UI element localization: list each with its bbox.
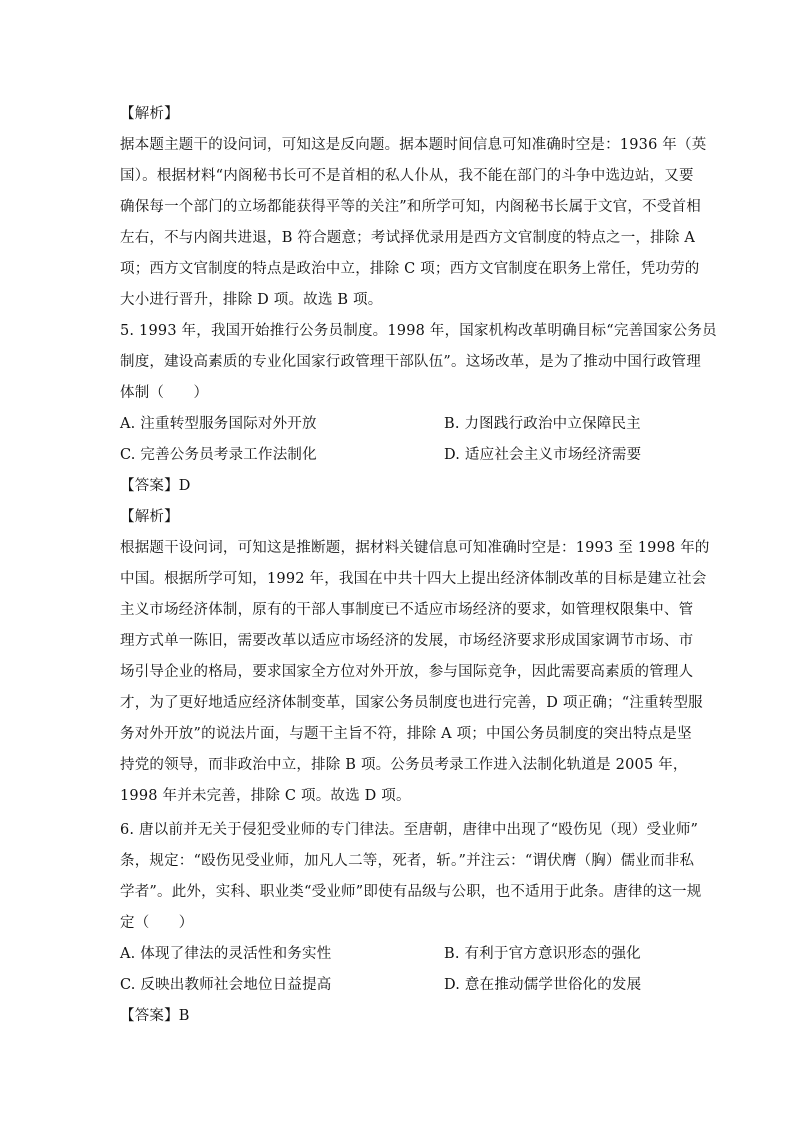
question-5-stem: 制度，建设高素质的专业化国家行政管理干部队伍”。这场改革，是为了推动中国行政管理 [120, 354, 701, 370]
question-6-stem: 6. 唐以前并无关于侵犯受业师的专门律法。至唐朝，唐律中出现了“殴伤见（现）受业师” [120, 822, 699, 838]
question-5-stem: 5. 1993 年，我国开始推行公务员制度。1998 年，国家机构改革明确目标“完善国家公务员 [120, 323, 717, 339]
question-6-option-d[interactable]: D. 意在推动儒学世俗化的发展 [444, 977, 642, 993]
analysis-line: 1998 年并未完善，排除 C 项。故选 D 项。 [120, 788, 411, 804]
question-5-option-b[interactable]: B. 力图践行政治中立保障民主 [444, 416, 641, 432]
analysis-line: 持党的领导，而非政治中立，排除 B 项。公务员考录工作进入法制化轨道是 2005 年， [120, 757, 688, 773]
question-6-stem: 条，规定：“殴伤见受业师，加凡人二等，死者，斩。”并注云：“谓伏膺（胸）儒业而非私 [120, 853, 695, 869]
question-5-option-c[interactable]: C. 完善公务员考录工作法制化 [120, 447, 317, 463]
analysis-line: 理方式单一陈旧，需要改革以适应市场经济的发展，市场经济要求形成国家调节市场、市 [120, 633, 694, 649]
analysis-line: 根据题干设问词，可知这是推断题，据材料关键信息可知准确时空是：1993 至 1998 年的 [120, 540, 710, 556]
analysis-line: 中国。根据所学可知，1992 年，我国在中共十四大上提出经济体制改革的目标是建立社会 [120, 571, 707, 587]
analysis-line: 场引导企业的格局，要求国家全方位对外开放，参与国际竞争，因此需要高素质的管理人 [120, 664, 694, 680]
question-5-option-d[interactable]: D. 适应社会主义市场经济需要 [444, 447, 642, 463]
question-6-option-c[interactable]: C. 反映出教师社会地位日益提高 [120, 977, 332, 993]
analysis-line: 大小进行晋升，排除 D 项。故选 B 项。 [120, 292, 383, 308]
analysis-line: 确保每一个部门的立场都能获得平等的关注”和所学可知，内阁秘书长属于文官，不受首相 [120, 199, 701, 215]
question-6-answer: 【答案】B [120, 1008, 190, 1024]
analysis-line: 才，为了更好地适应经济体制变革，国家公务员制度也进行完善，D 项正确；“注重转型服 [120, 695, 703, 711]
analysis-line: 据本题主题干的设问词，可知这是反向题。据本题时间信息可知准确时空是：1936 年（英 [120, 137, 707, 153]
question-6-stem: 学者”。此外，实科、职业类“受业师”即使有品级与公职，也不适用于此条。唐律的这一规 [120, 884, 702, 900]
question-5-analysis-heading: 【解析】 [120, 509, 179, 525]
question-5-answer: 【答案】D [120, 478, 191, 494]
analysis-heading: 【解析】 [120, 106, 179, 122]
question-6-stem: 定（ ） [120, 915, 194, 931]
question-6-option-b[interactable]: B. 有利于官方意识形态的强化 [444, 946, 641, 962]
question-6-option-a[interactable]: A. 体现了律法的灵活性和务实性 [120, 946, 332, 962]
analysis-line: 左右，不与内阁共进退，B 符合题意；考试择优录用是西方文官制度的特点之一，排除 A [120, 230, 696, 246]
question-5-stem: 体制（ ） [120, 385, 209, 401]
question-5-option-a[interactable]: A. 注重转型服务国际对外开放 [120, 416, 317, 432]
analysis-line: 主义市场经济体制，原有的干部人事制度已不适应市场经济的要求，如管理权限集中、管 [120, 602, 694, 618]
analysis-line: 务对外开放”的说法片面，与题干主旨不符，排除 A 项；中国公务员制度的突出特点是坚 [120, 726, 692, 742]
analysis-line: 国）。根据材料“内阁秘书长可不是首相的私人仆从，我不能在部门的斗争中选边站，又要 [120, 168, 694, 184]
analysis-line: 项；西方文官制度的特点是政治中立，排除 C 项；西方文官制度在职务上常任，凭功劳的 [120, 261, 700, 277]
